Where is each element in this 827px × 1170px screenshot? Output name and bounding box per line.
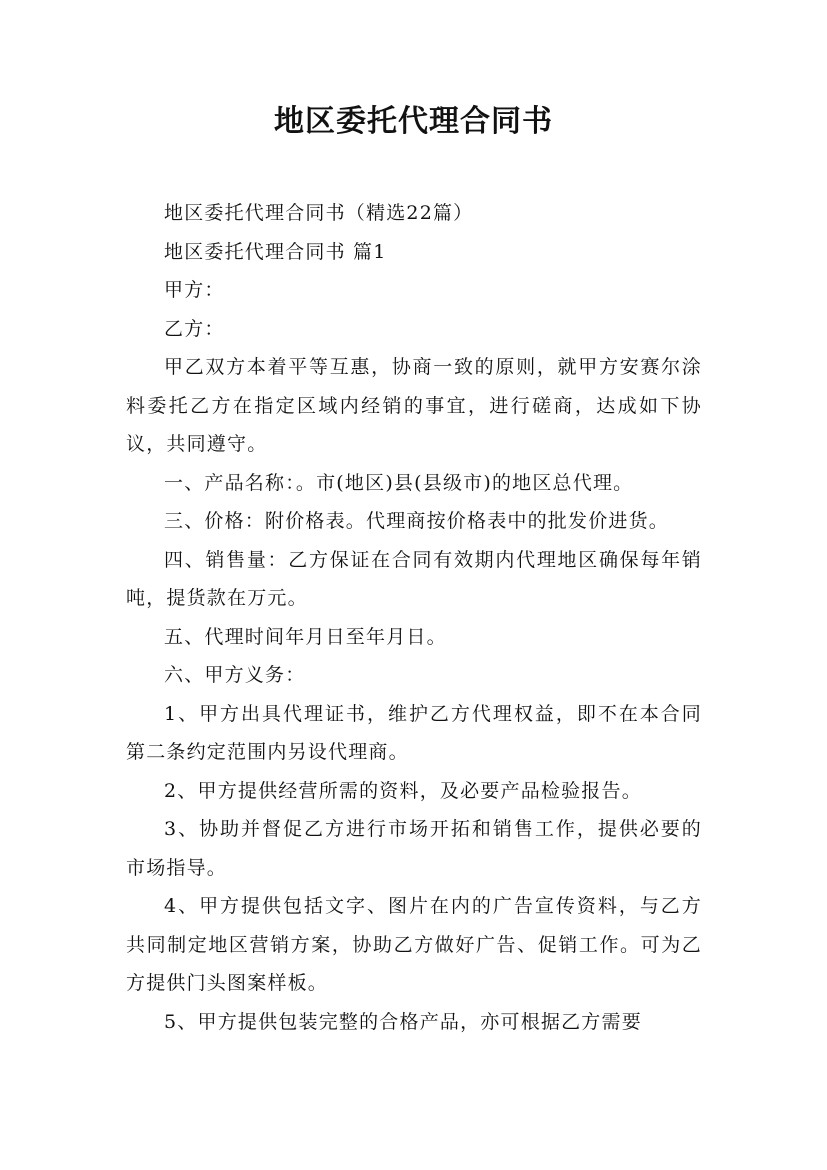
- paragraph-subtitle: 地区委托代理合同书（精选22篇）: [164, 202, 474, 224]
- paragraph-clause-product: 一、产品名称：。市(地区)县(县级市)的地区总代理。: [164, 471, 634, 494]
- document-body: [126, 194, 702, 1041]
- paragraph-clause-obligations: 六、甲方义务：: [164, 664, 306, 686]
- paragraph-clause-price: 三、价格：附价格表。代理商按价格表中的批发价进货。: [164, 510, 670, 532]
- paragraph-preamble: 甲乙双方本着平等互惠，协商一致的原则，就甲方安赛尔涂料委托乙方在指定区域内经销的事宜，进行磋商，达成如下协议，共同遵守。: [126, 356, 702, 455]
- paragraph-clause-sales: 四、销售量：乙方保证在合同有效期内代理地区确保每年销吨，提货款在万元。: [126, 548, 702, 609]
- paragraph-obligation-1: 1、甲方出具代理证书，维护乙方代理权益，即不在本合同第二条约定范围内另设代理商。: [126, 702, 702, 763]
- paragraph-party-b: 乙方：: [164, 317, 225, 340]
- paragraph-obligation-2: 2、甲方提供经营所需的资料，及必要产品检验报告。: [164, 779, 642, 802]
- paragraph-clause-term: 五、代理时间年月日至年月日。: [164, 625, 447, 648]
- paragraph-obligation-3: 3、协助并督促乙方进行市场开拓和销售工作，提供必要的市场指导。: [126, 818, 702, 879]
- paragraph-party-a: 甲方：: [164, 279, 225, 301]
- paragraph-section-heading: 地区委托代理合同书 篇1: [164, 240, 387, 263]
- paragraph-obligation-5: 5、甲方提供包装完整的合格产品，亦可根据乙方需要: [164, 1010, 642, 1033]
- document-title: 地区委托代理合同书: [274, 104, 553, 139]
- paragraph-obligation-4: 4、甲方提供包括文字、图片在内的广告宣传资料，与乙方共同制定地区营销方案，协助乙方做好广告、促销工作。可为乙方提供门头图案样板。: [126, 895, 702, 994]
